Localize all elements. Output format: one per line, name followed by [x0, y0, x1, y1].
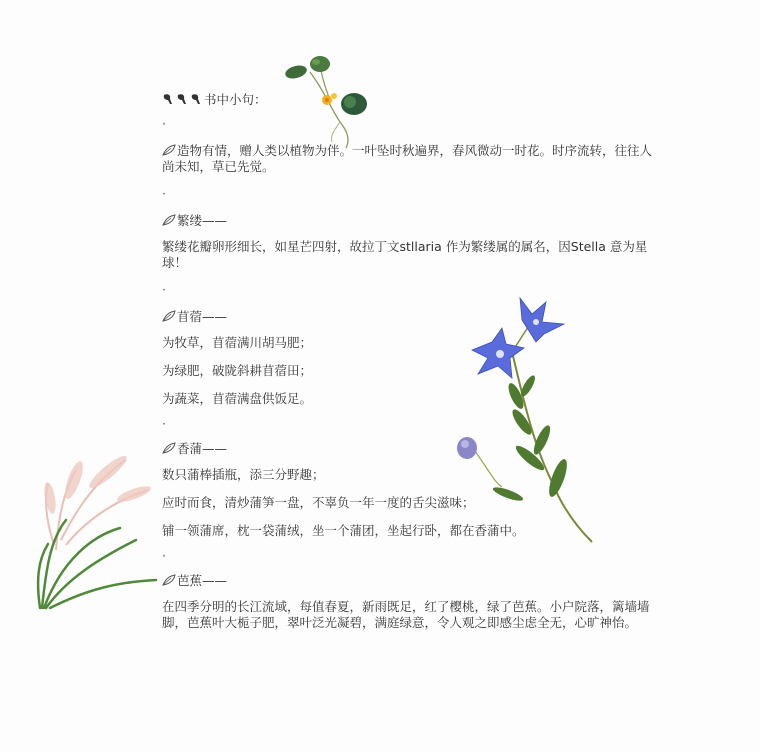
intro-paragraph: [162, 143, 662, 175]
separator: ·: [162, 117, 166, 131]
section-line: 应时而食，清炒蒲笋一盘，不辜负一年一度的舌尖滋味；: [162, 495, 475, 510]
leaf-icon: [162, 214, 176, 226]
page-title: [162, 92, 662, 108]
leaf-icon: [162, 442, 176, 454]
section-heading-text: 苜蓿——: [177, 309, 228, 324]
seedling-icon: [162, 93, 204, 105]
section-line: 繁缕花瓣卵形细长，如星芒四射，故拉丁文stllaria 作为繁缕属的属名，因Stella 意为星球！: [162, 239, 648, 270]
intro-text: 造物有情，赠人类以植物为伴。一叶坠时秋遍界，春风微动一时花。时序流转，往往人尚未知，草已先觉。: [162, 143, 653, 174]
separator: ·: [162, 549, 166, 563]
section-heading-text: 繁缕——: [177, 213, 228, 228]
section-heading-text: 芭蕉——: [177, 573, 228, 588]
page-title-text: 书中小句：: [204, 92, 267, 107]
section-heading-text: 香蒲——: [177, 441, 228, 456]
section-heading-bajiao: [162, 573, 662, 589]
leaf-icon: [162, 144, 176, 156]
section-line: 铺一领蒲席，枕一袋蒲绒，坐一个蒲团，坐起行卧，都在香蒲中。: [162, 523, 525, 538]
section-heading-xiangpu: [162, 441, 662, 457]
leaf-icon: [162, 574, 176, 586]
section-line: 为牧草，苜蓿满川胡马肥；: [162, 335, 313, 350]
section-line: 为绿肥，破陇斜耕苜蓿田；: [162, 363, 313, 378]
separator: ·: [162, 417, 166, 431]
section-line: 在四季分明的长江流域，每值春夏，新雨既足，红了樱桃，绿了芭蕉。小户院落，篱墙墙脚，芭蕉叶大栀子肥，翠叶泛光凝碧，满庭绿意，令人观之即感尘虑全无，心旷神怡。: [162, 599, 650, 630]
section-heading-muxu: [162, 309, 662, 325]
pampas-grass-illustration: [36, 440, 176, 610]
separator: ·: [162, 187, 166, 201]
separator: ·: [162, 283, 166, 297]
leaf-icon: [162, 310, 176, 322]
section-heading-fanlv: [162, 213, 662, 229]
section-line: 数只蒲棒插瓶，添三分野趣；: [162, 467, 325, 482]
section-line: 为蔬菜，苜蓿满盘供饭足。: [162, 391, 313, 406]
article-content: [162, 92, 662, 631]
